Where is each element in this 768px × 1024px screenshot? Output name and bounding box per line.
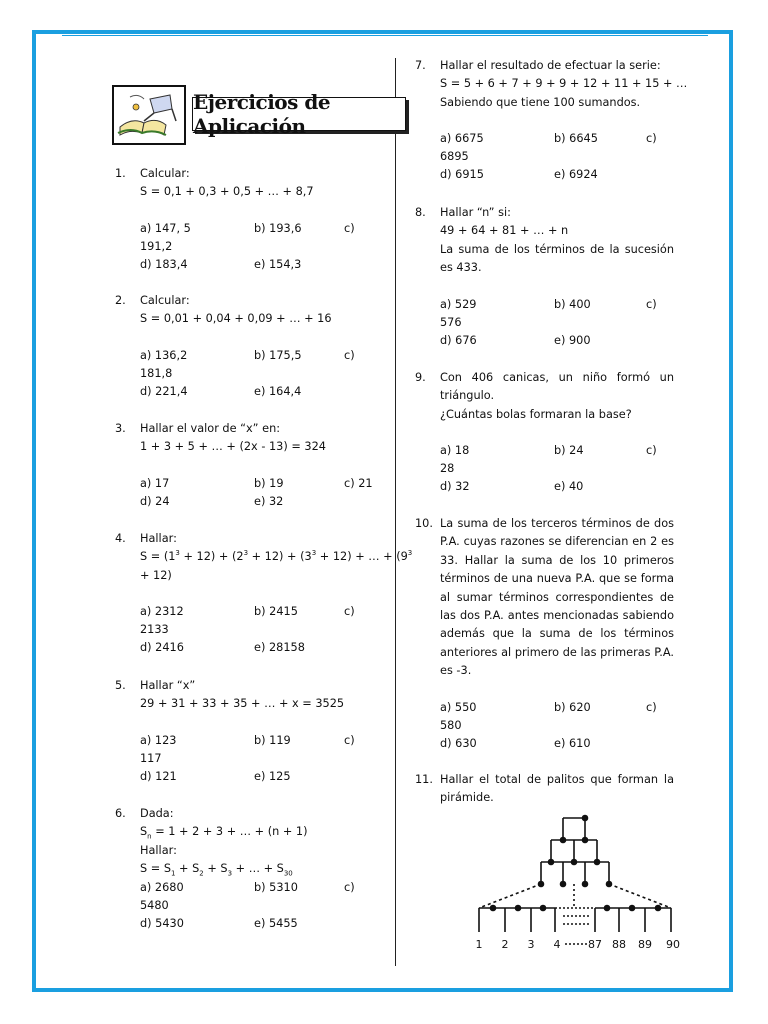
pyramid-label: 4 xyxy=(553,938,561,951)
pyramid-label: 87 xyxy=(588,938,602,951)
option-c: c) 21 xyxy=(344,476,373,490)
option-a: a) 529 xyxy=(440,297,477,311)
option-c: c) xyxy=(646,444,657,458)
option-b: b) 193,6 xyxy=(254,221,302,235)
exercise-number: 11. xyxy=(415,773,433,786)
option-a: a) 550 xyxy=(440,700,477,714)
option-c-value: 6895 xyxy=(440,150,469,164)
option-b: b) 175,5 xyxy=(254,348,302,362)
option-c: c) xyxy=(646,297,657,311)
option-c: c) xyxy=(344,221,355,235)
stick-pyramid-diagram xyxy=(467,812,687,952)
option-e: e) 900 xyxy=(554,333,591,347)
option-b: b) 2415 xyxy=(254,605,298,619)
option-a: a) 123 xyxy=(140,733,177,747)
exercise-number: 7. xyxy=(415,59,426,72)
exercise-number: 5. xyxy=(115,679,126,692)
exercise-line: Hallar el resultado de efectuar la serie: xyxy=(440,59,661,72)
exercise-number: 4. xyxy=(115,532,126,545)
books-illustration xyxy=(112,85,186,145)
option-e: e) 6924 xyxy=(554,168,598,182)
exercise-line: Hallar “n” si: xyxy=(440,206,511,219)
option-c-value: 117 xyxy=(140,751,162,765)
exercise-line: Calcular: xyxy=(140,167,190,180)
exercise-line: S = 5 + 6 + 7 + 9 + 9 + 12 + 11 + 15 + … xyxy=(440,77,688,91)
option-b: b) 5310 xyxy=(254,880,298,894)
option-b: b) 6645 xyxy=(554,132,598,146)
option-d: d) 2416 xyxy=(140,641,184,655)
option-b: b) 400 xyxy=(554,297,591,311)
option-c-value: 576 xyxy=(440,315,462,329)
exercise-line: 1 + 3 + 5 + … + (2x - 13) = 324 xyxy=(140,440,326,454)
page-title: Ejercicios de Aplicación xyxy=(192,97,406,131)
answer-options xyxy=(440,699,674,755)
answer-options xyxy=(440,130,674,186)
option-c: c) xyxy=(646,700,657,714)
exercise-line: Sabiendo que tiene 100 sumandos. xyxy=(440,95,641,109)
exercise-number: 6. xyxy=(115,807,126,820)
answer-options xyxy=(140,879,376,935)
option-e: e) 125 xyxy=(254,769,291,783)
option-d: d) 32 xyxy=(440,480,470,494)
formula-sum: $S = S_1 + S_2 + S_3$ + … + $S_{30}$ xyxy=(140,862,293,878)
option-e: e) 164,4 xyxy=(254,384,302,398)
exercise-number: 8. xyxy=(415,206,426,219)
option-a: a) 136,2 xyxy=(140,348,188,362)
option-a: a) 6675 xyxy=(440,132,484,146)
answer-options xyxy=(140,475,376,513)
option-c-value: 580 xyxy=(440,718,462,732)
option-a: a) 147, 5 xyxy=(140,221,191,235)
pyramid-label: 89 xyxy=(638,938,652,951)
exercise-line: Hallar: xyxy=(140,843,177,857)
exercise-line: S = 0,01 + 0,04 + 0,09 + … + 16 xyxy=(140,312,332,326)
option-b: b) 119 xyxy=(254,733,291,747)
exercise-line: S = 0,1 + 0,3 + 0,5 + … + 8,7 xyxy=(140,185,314,199)
option-a: a) 2312 xyxy=(140,605,184,619)
exercise-line: ¿Cuántas bolas formaran la base? xyxy=(440,407,632,421)
option-e: e) 5455 xyxy=(254,916,298,930)
option-d: d) 630 xyxy=(440,736,477,750)
formula-line: $S = (1^3 + 12) + (2^3 + 12) + (3^3 + 12)$ + … + ($9^3$ xyxy=(140,549,413,564)
option-c: c) xyxy=(344,605,355,619)
answer-options xyxy=(140,220,376,276)
option-d: d) 6915 xyxy=(440,168,484,182)
pyramid-label: 1 xyxy=(475,938,483,951)
option-d: d) 24 xyxy=(140,494,170,508)
option-d: d) 221,4 xyxy=(140,384,188,398)
option-c-value: 191,2 xyxy=(140,239,173,253)
exercise-line: Dada: xyxy=(140,807,174,820)
option-c-value: 181,8 xyxy=(140,366,173,380)
option-c-value: 5480 xyxy=(140,898,169,912)
exercise-number: 2. xyxy=(115,294,126,307)
exercise-text: Con 406 canicas, un niño formó un triángulo. xyxy=(440,371,674,403)
exercise-line: Hallar “x” xyxy=(140,679,196,692)
option-e: e) 40 xyxy=(554,480,584,494)
top-rule xyxy=(62,35,708,36)
header-banner xyxy=(112,85,408,147)
answer-options xyxy=(440,296,674,352)
pyramid-label: 3 xyxy=(527,938,535,951)
option-b: b) 19 xyxy=(254,476,284,490)
answer-options xyxy=(140,732,376,788)
option-c: c) xyxy=(646,132,657,146)
option-c: c) xyxy=(344,348,355,362)
exercise-line: Hallar el valor de “x” en: xyxy=(140,422,281,435)
option-e: e) 154,3 xyxy=(254,257,302,271)
answer-options xyxy=(140,347,376,403)
option-e: e) 610 xyxy=(554,736,591,750)
exercise-line: Calcular: xyxy=(140,294,190,307)
exercise-text: La suma de los términos de la sucesión es 433. xyxy=(440,242,674,275)
exercise-text: Hallar el total de palitos que forman la pirámide. xyxy=(440,773,674,805)
option-c: c) xyxy=(344,880,355,894)
answer-options xyxy=(440,442,674,498)
pyramid-label: 88 xyxy=(612,938,626,951)
option-d: d) 183,4 xyxy=(140,257,188,271)
exercise-text: La suma de los terceros términos de dos P.A. cuyas razones se diferencian en 2 es 33. Hallar la suma de los 10 primeros términos de una nueva P.A. que se forma al sumar términos correspondientes de las dos P.A. antes mencionadas sabiendo además que la suma de los términos anteriores al primero de las primeras P.A. es -3. xyxy=(440,517,674,678)
column-divider xyxy=(395,58,396,966)
exercise-line: 49 + 64 + 81 + … + n xyxy=(440,224,569,238)
pyramid-label: 90 xyxy=(666,938,680,951)
option-a: a) 17 xyxy=(140,476,170,490)
option-d: d) 676 xyxy=(440,333,477,347)
pyramid-label: 2 xyxy=(501,938,509,951)
exercise-number: 10. xyxy=(415,517,433,530)
option-b: b) 620 xyxy=(554,700,591,714)
option-c: c) xyxy=(344,733,355,747)
formula-sn: $S_n = 1 + 2 + 3$ + … + (n + 1) xyxy=(140,825,308,841)
option-e: e) 32 xyxy=(254,494,284,508)
option-a: a) 18 xyxy=(440,444,470,458)
option-d: d) 5430 xyxy=(140,916,184,930)
formula-line-continued: + 12) xyxy=(140,568,172,582)
exercise-number: 1. xyxy=(115,167,126,180)
option-c-value: 2133 xyxy=(140,623,169,637)
option-c-value: 28 xyxy=(440,462,455,476)
option-a: a) 2680 xyxy=(140,880,184,894)
option-b: b) 24 xyxy=(554,444,584,458)
answer-options xyxy=(140,603,376,659)
option-d: d) 121 xyxy=(140,769,177,783)
exercise-number: 9. xyxy=(415,371,426,384)
exercise-line: 29 + 31 + 33 + 35 + … + x = 3525 xyxy=(140,697,345,711)
option-e: e) 28158 xyxy=(254,641,305,655)
exercise-number: 3. xyxy=(115,422,126,435)
exercise-line: Hallar: xyxy=(140,532,177,545)
